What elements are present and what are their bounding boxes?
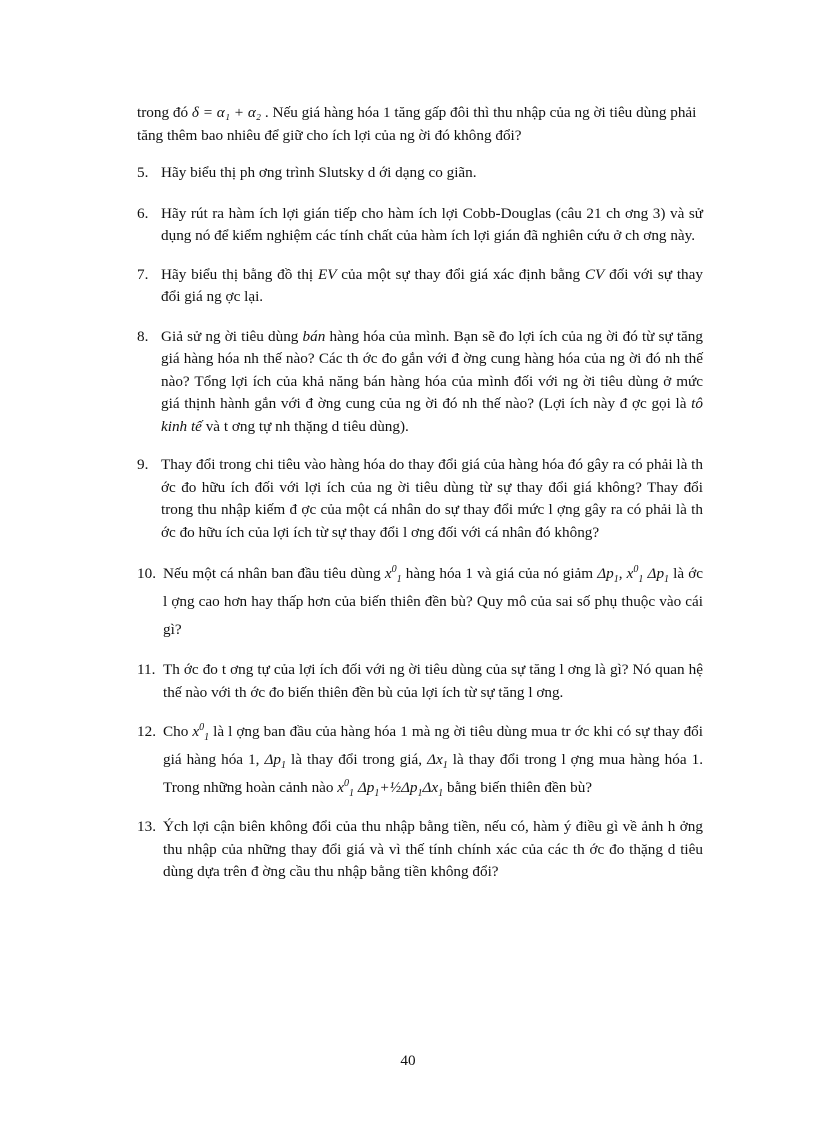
question-number: 12. (137, 723, 156, 740)
question-text-part: là l ợng ban đầu của hàng hóa 1 mà ng ời tiêu dùng mua tr ớc khi có sự thay đổi giá hàng hóa 1, (163, 723, 703, 768)
question-text-part: Giả sử ng ời tiêu dùng (161, 327, 303, 345)
question-13 (137, 816, 703, 884)
question-number: 10. (137, 565, 156, 582)
question-number: 11. (137, 661, 156, 678)
delta-p1-symbol: $\Delta p_1$ (264, 751, 287, 772)
question-text-part: đối với sự thay đổi giá ng ợc lại. (161, 265, 703, 305)
question-number: 13. (137, 818, 156, 835)
question-number: 5. (137, 164, 149, 181)
delta-p1-symbol: $\Delta p_1$ (597, 565, 619, 586)
question-emphasis: bán (302, 327, 326, 345)
question-7 (137, 264, 703, 309)
x1-initial-symbol: $x^0_1$ (192, 721, 210, 744)
question-number: 8. (137, 327, 149, 345)
question-number: 6. (137, 204, 149, 222)
question-9 (137, 454, 703, 544)
question-6 (137, 203, 703, 248)
intro-text-after: . Nếu giá hàng hóa 1 tăng gấp đôi thì thu nhập của ng ời tiêu dùng phải tăng thêm bao nhiêu để giữ cho ích lợi của ng ời đó không đổi? (137, 104, 697, 144)
question-text-part: của một sự thay đổi giá xác định bằng (336, 265, 585, 283)
intro-paragraph (137, 102, 703, 147)
question-number: 7. (137, 265, 149, 283)
question-emphasis: EV (317, 265, 337, 283)
question-text-part: bằng biến thiên đền bù? (443, 779, 593, 796)
question-8 (137, 326, 703, 439)
question-text: Th ớc đo t ơng tự của lợi ích đối với ng ời tiêu dùng của sự tăng l ơng là gì? Nó quan hệ thế nào với th ớc đo biến thiên đền bù của lợi ích từ sự tăng l ơng. (163, 661, 703, 701)
question-11 (137, 659, 703, 704)
document-body (137, 100, 703, 884)
question-text-part: Nếu một cá nhân ban đầu tiêu dùng (163, 565, 385, 582)
question-number: 9. (137, 456, 149, 473)
question-text-part: Cho (163, 723, 193, 740)
question-text-part: là ớc l ợng cao hơn hay thấp hơn của biến thiên đền bù? Quy mô của sai số phụ thuộc vào cái gì? (163, 565, 704, 638)
question-text: Thay đổi trong chi tiêu vào hàng hóa do thay đổi giá của hàng hóa đó gây ra có phải là th ớc đo hữu ích đối với lợi ích của ng ời tiêu dùng từ sự thay đổi giá không? Thay đổi trong thu nhập kiếm đ ợc của một cá nhân do sự thay đổi mức l ợng gây ra có phải là th ớc đo hữu ích của lợi ích từ sự thay đổi l ơng đối với cá nhân đó không? (161, 456, 703, 541)
question-text: Hãy biểu thị ph ơng trình Slutsky d ới dạng co giãn. (161, 164, 477, 181)
question-text-part: Hãy biểu thị bằng đồ thị (161, 265, 318, 283)
question-text-part: hàng hóa 1 và giá của nó giảm (405, 565, 598, 582)
x1-initial-symbol: $x^0_1$ (626, 563, 644, 586)
intro-formula: δ = α₁ + α₂ (191, 104, 262, 121)
delta-p1-symbol: $\Delta p_1$ (647, 565, 670, 586)
delta-x1-symbol: $\Delta x_1$ (427, 751, 448, 772)
question-text-part: là thay đổi trong l ợng mua hàng hóa 1. Trong những hoàn cảnh nào (163, 751, 703, 796)
question-10: 10. Nếu một cá nhân ban đầu tiêu dùng $x^0_1$ hàng hóa 1 và giá của nó giảm $\Delta p_1$, $x^0_1$ $\Delta p_1$ là ớc l ợng cao hơn hay thấp hơn của biến thiên đền bù? Quy mô của sai số phụ thuộc vào cái gì? (137, 560, 703, 644)
question-text-part: và t ơng tự nh thặng d tiêu dùng). (201, 417, 409, 435)
question-text-part: hàng hóa của mình. Bạn sẽ đo lợi ích của ng ời đó từ sự tăng giá hàng hóa nh thế nào? Các th ớc đo gắn với đ ờng cung hàng hóa của ng ời đó nh thế nào? Tổng lợi ích của khả năng bán hàng hóa của mình đối với ng ời tiêu dùng ở mức giá thịnh hành gắn với đ ờng cung của ng ời đó nh thế nào? (Lợi ích này đ ợc gọi là (161, 327, 703, 412)
question-text: Hãy rút ra hàm ích lợi gián tiếp cho hàm ích lợi Cobb-Douglas (câu 21 ch ơng 3) và sử dụng nó để kiểm nghiệm các tính chất của hàm ích lợi gián đã nghiên cứu ở ch ơng này. (161, 204, 703, 244)
question-text-part: là thay đổi trong giá, (286, 751, 428, 768)
question-5 (137, 162, 703, 185)
intro-text-before: trong đó (137, 104, 192, 121)
question-12 (137, 718, 703, 802)
page-number: 40 (400, 1052, 416, 1069)
question-emphasis: CV (584, 265, 605, 283)
question-emphasis: tô kinh tế (161, 395, 703, 435)
x1-initial-symbol: $x^0_1$ (384, 563, 402, 586)
question-text: Ých lợi cận biên không đổi của thu nhập bằng tiền, nếu có, hàm ý điều gì về ảnh h ởng thu nhập của những thay đổi giá và vì thế tính chính xác của các th ớc đo thặng d tiêu dùng dựa trên đ ờng cầu thu nhập bằng tiền không đổi? (163, 818, 703, 880)
expression-x1-delta-p1: $x^0_1$ $\Delta p_1+\frac{1}{2}\Delta p_1\Delta x_1$ (337, 777, 444, 800)
